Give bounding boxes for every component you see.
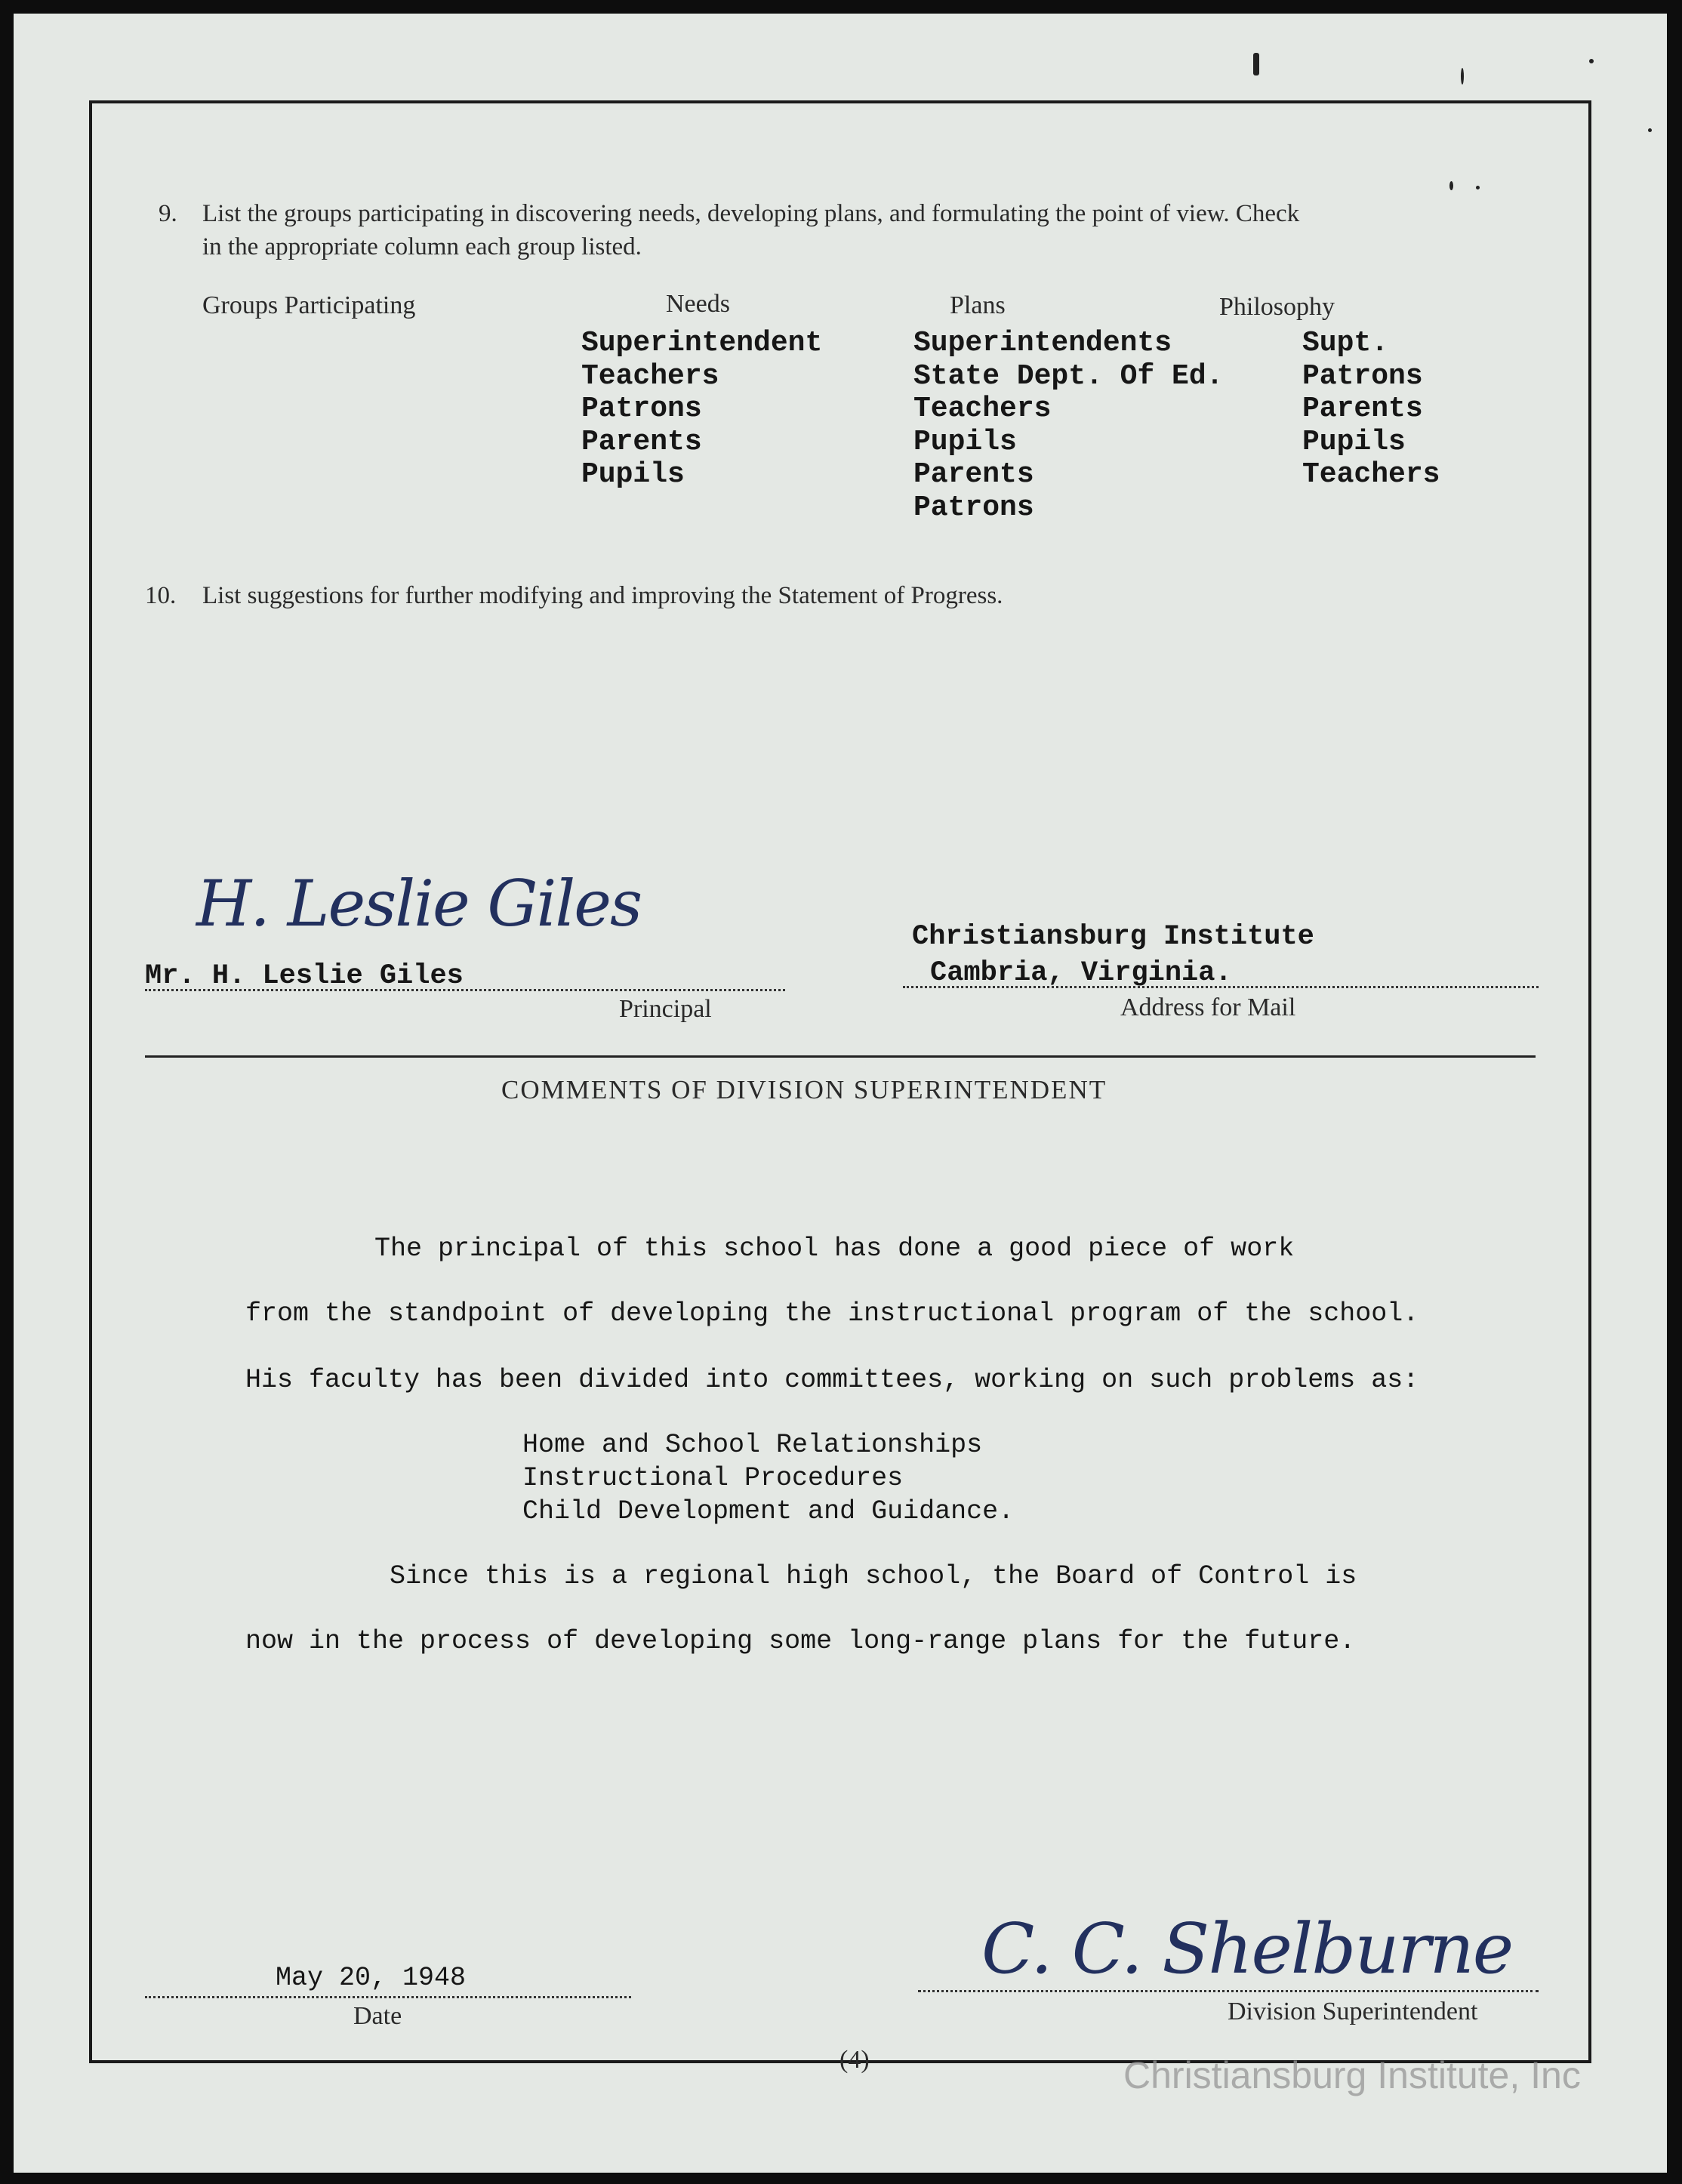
groups-participating-header: Groups Participating bbox=[202, 291, 416, 319]
committee-item: Child Development and Guidance. bbox=[522, 1496, 1015, 1526]
comments-paragraph-1-line: The principal of this school has done a good piece of work bbox=[374, 1234, 1295, 1264]
question-9-line-1: List the groups participating in discovering needs, developing plans, and formulating the point of view. Check bbox=[202, 200, 1300, 227]
section-divider bbox=[145, 1055, 1536, 1058]
plans-item: Teachers bbox=[913, 393, 1052, 425]
needs-header: Needs bbox=[666, 290, 730, 318]
needs-item: Superintendent bbox=[581, 327, 823, 359]
superintendent-signature: C. C. Shelburne bbox=[981, 1908, 1513, 1989]
superintendent-signature-line bbox=[918, 1990, 1539, 1992]
comments-paragraph-1-line: from the standpoint of developing the instructional program of the school. bbox=[245, 1298, 1419, 1329]
plans-item: Superintendents bbox=[913, 327, 1172, 359]
principal-signature: H. Leslie Giles bbox=[196, 867, 642, 941]
philosophy-item: Pupils bbox=[1302, 425, 1406, 458]
paper-speck bbox=[1449, 181, 1453, 190]
principal-name: Mr. H. Leslie Giles bbox=[145, 960, 464, 992]
comments-paragraph-2-line: now in the process of developing some long-range plans for the future. bbox=[245, 1626, 1356, 1656]
philosophy-list bbox=[1302, 327, 1440, 491]
principal-signature-line bbox=[145, 989, 785, 991]
needs-item: Pupils bbox=[581, 458, 685, 491]
plans-item: Parents bbox=[913, 458, 1034, 491]
plans-item: Pupils bbox=[913, 425, 1017, 458]
committee-item: Instructional Procedures bbox=[522, 1463, 904, 1493]
question-10-number: 10. bbox=[145, 582, 177, 609]
question-9-number: 9. bbox=[159, 200, 177, 227]
question-9-line-2: in the appropriate column each group listed. bbox=[202, 233, 642, 260]
date-line bbox=[145, 1996, 631, 1998]
philosophy-item: Parents bbox=[1302, 393, 1423, 425]
philosophy-item: Teachers bbox=[1302, 458, 1440, 491]
address-line-2: Cambria, Virginia. bbox=[930, 957, 1232, 989]
paper-speck bbox=[1253, 53, 1259, 75]
paper-speck bbox=[1476, 186, 1480, 189]
plans-header: Plans bbox=[950, 291, 1006, 319]
needs-item: Parents bbox=[581, 425, 702, 458]
needs-item: Patrons bbox=[581, 393, 702, 425]
date-caption: Date bbox=[353, 2002, 402, 2030]
address-line-1: Christiansburg Institute bbox=[912, 921, 1314, 953]
page-number: (4) bbox=[839, 2046, 870, 2074]
comments-paragraph-1-line: His faculty has been divided into committees, working on such problems as: bbox=[245, 1365, 1419, 1395]
plans-item: State Dept. Of Ed. bbox=[913, 359, 1224, 393]
plans-list bbox=[913, 327, 1223, 524]
committee-item: Home and School Relationships bbox=[522, 1430, 983, 1460]
question-10-text: List suggestions for further modifying and improving the Statement of Progress. bbox=[202, 582, 1003, 609]
philosophy-header: Philosophy bbox=[1219, 293, 1335, 321]
date-value: May 20, 1948 bbox=[276, 1963, 467, 1993]
principal-caption: Principal bbox=[619, 995, 712, 1023]
paper-speck bbox=[1461, 68, 1464, 85]
comments-heading: COMMENTS OF DIVISION SUPERINTENDENT bbox=[501, 1075, 1107, 1104]
superintendent-caption: Division Superintendent bbox=[1228, 1998, 1478, 2025]
plans-item: Patrons bbox=[913, 491, 1034, 524]
address-line bbox=[903, 986, 1539, 988]
needs-item: Teachers bbox=[581, 359, 719, 393]
needs-list bbox=[581, 327, 822, 491]
philosophy-item: Supt. bbox=[1302, 327, 1389, 359]
address-caption: Address for Mail bbox=[1120, 993, 1296, 1021]
paper-speck bbox=[1589, 59, 1594, 63]
paper-speck bbox=[1648, 128, 1652, 132]
watermark: Christiansburg Institute, Inc bbox=[1123, 2054, 1581, 2096]
comments-paragraph-2-line: Since this is a regional high school, the Board of Control is bbox=[390, 1561, 1357, 1591]
philosophy-item: Patrons bbox=[1302, 359, 1423, 393]
